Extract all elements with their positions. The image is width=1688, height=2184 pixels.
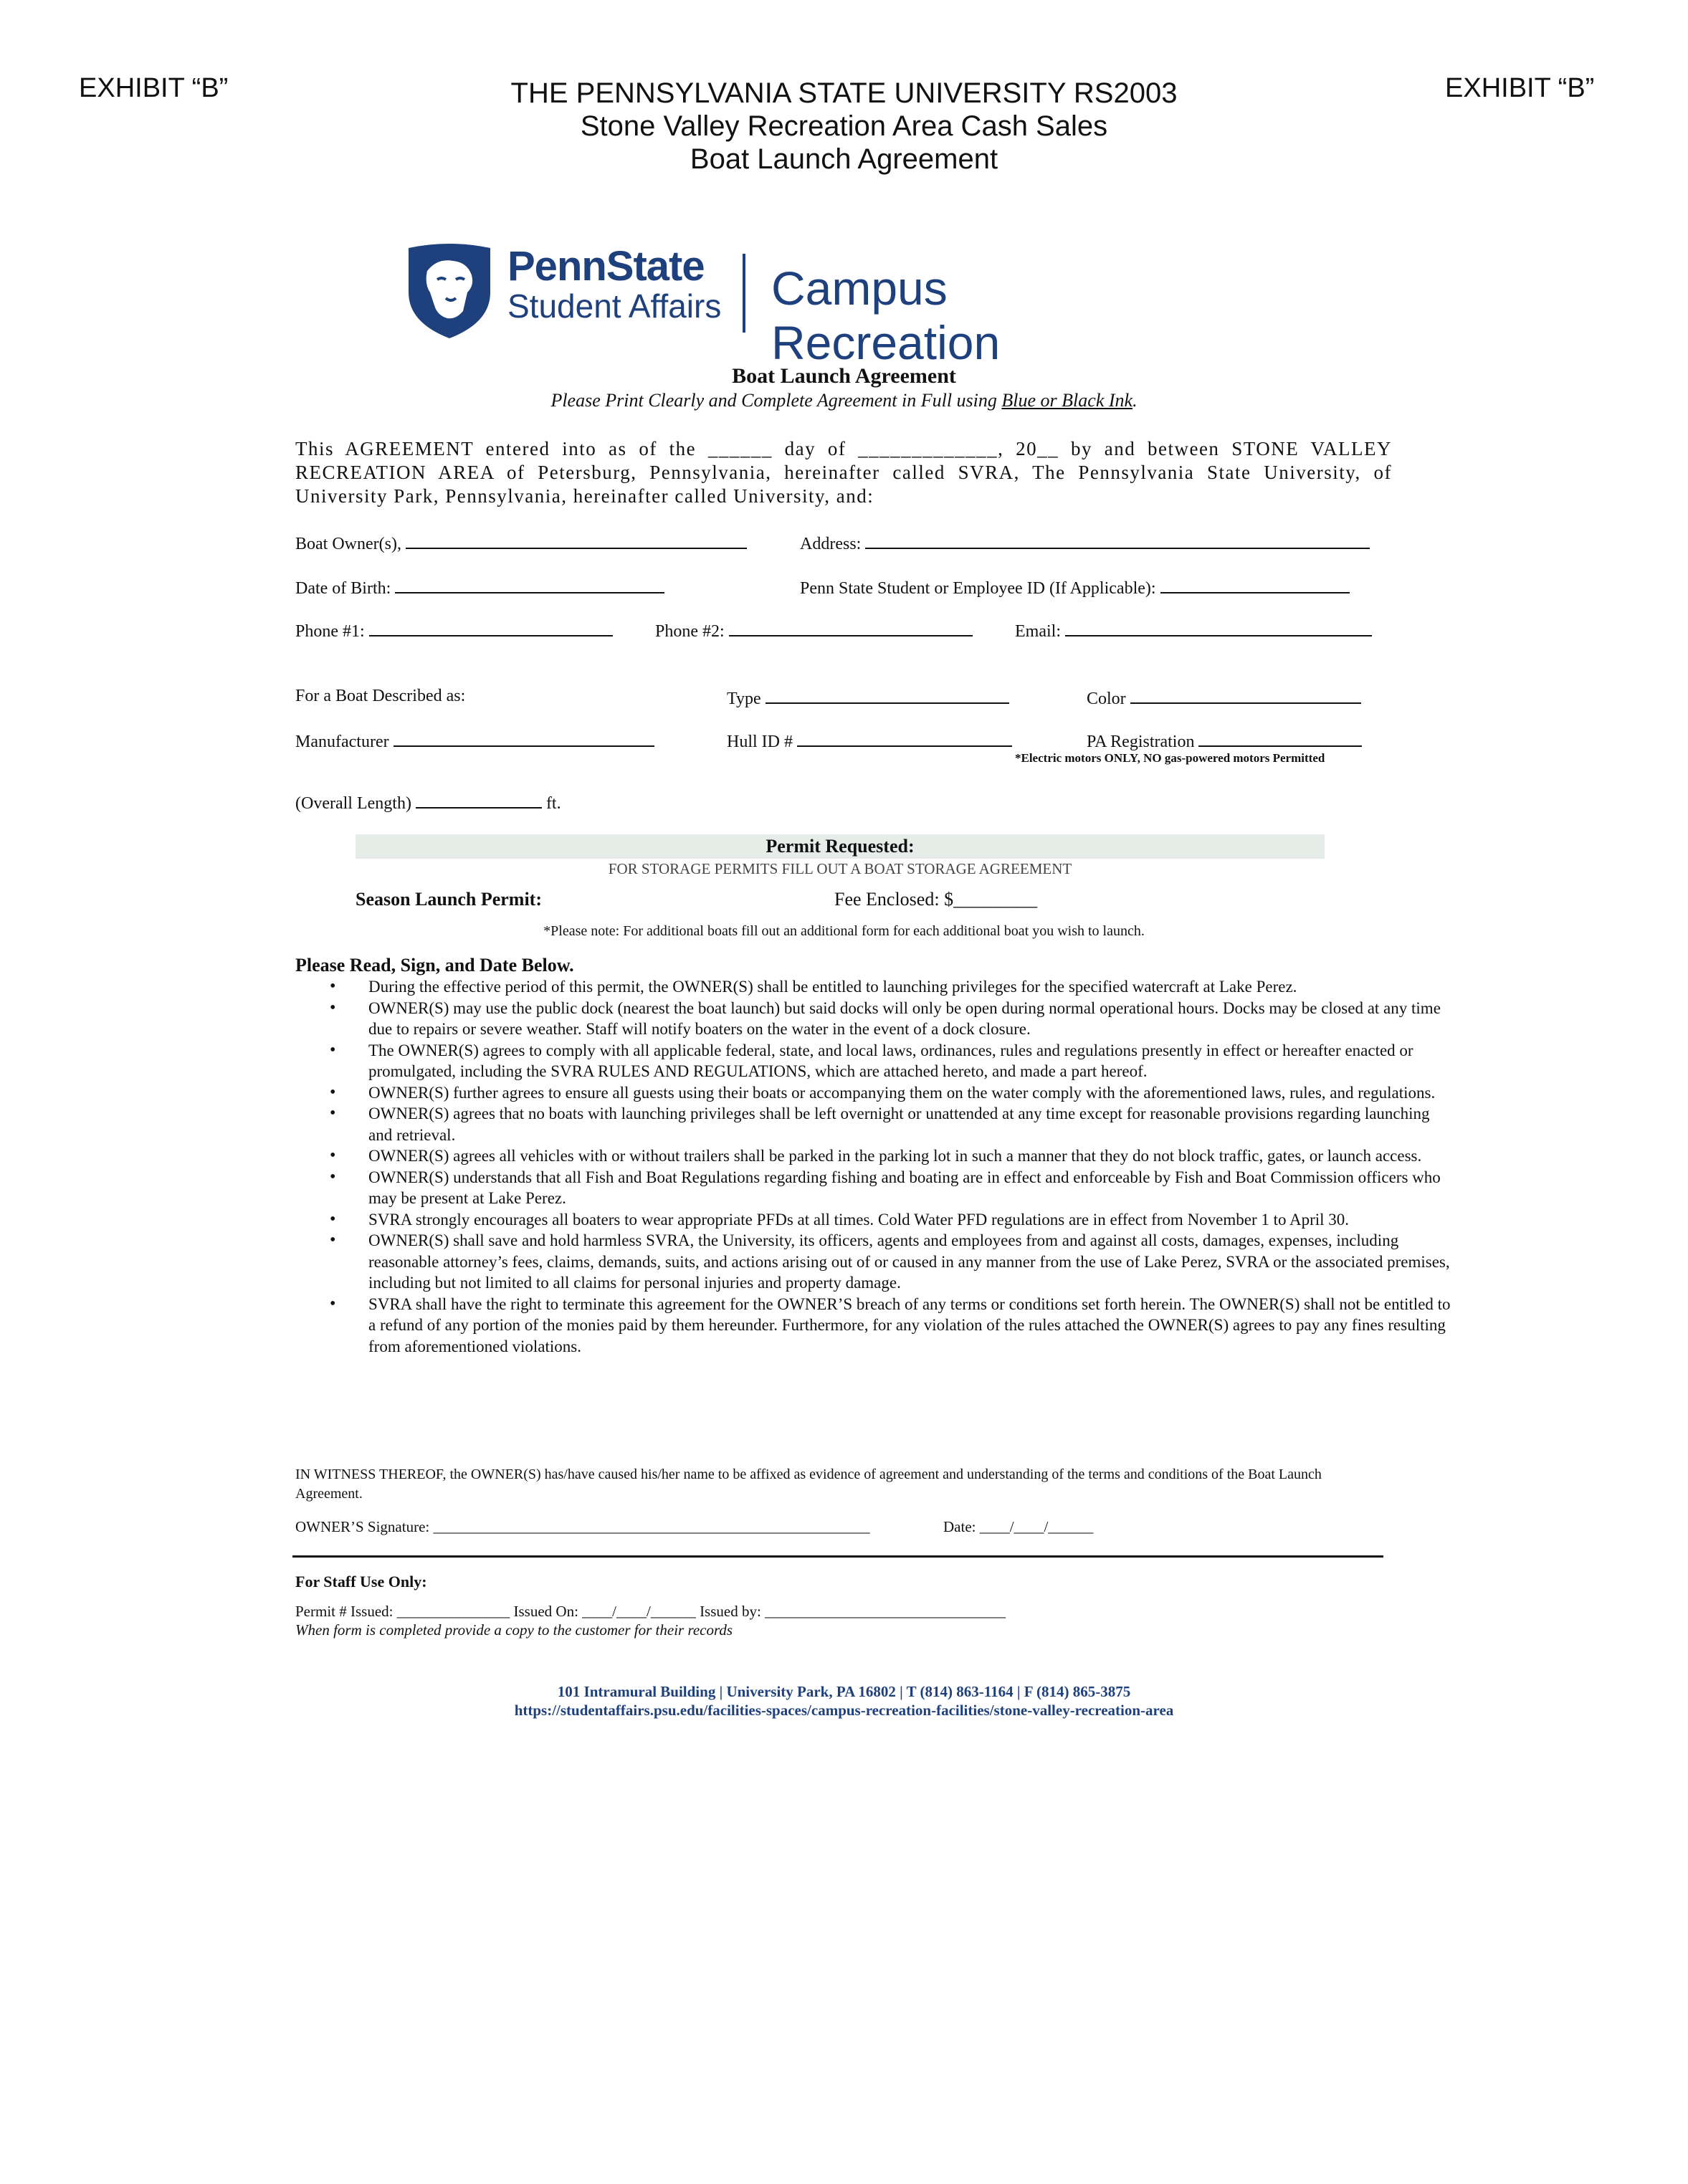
- department-name: Campus Recreation: [771, 262, 1001, 369]
- form-title: Boat Launch Agreement: [732, 364, 956, 388]
- color-label: Color: [1087, 690, 1126, 708]
- terms-item: • OWNER(S) shall save and hold harmless SVRA, the University, its officers, agents and employees from and against all costs, damages, expenses, including reasonable attorney’s fees, claims, demands, suits, and actions arising out of or caused in any manner from the use of Lake Perez, SVRA or the associated premises, including but not limited to all claims for personal injuries and property damage.: [330, 1231, 1450, 1292]
- phone2-field[interactable]: [655, 619, 973, 642]
- staff-copy-note: When form is completed provide a copy to the customer for their records: [295, 1621, 733, 1639]
- logo-divider: [743, 254, 745, 333]
- phone1-label: Phone #1:: [295, 622, 365, 641]
- exhibit-label-right: EXHIBIT “B”: [1445, 73, 1595, 103]
- terms-item: • OWNER(S) may use the public dock (nearest the boat launch) but said docks will only be open during normal operational hours. Docks may be closed at any time due to repairs or severe weather. Staff will notify boaters on the water in the event of a dock closure.: [330, 998, 1441, 1038]
- address-field[interactable]: [800, 532, 1370, 554]
- terms-heading: Please Read, Sign, and Date Below.: [295, 955, 574, 976]
- terms-item: • During the effective period of this permit, the OWNER(S) shall be entitled to launching privileges for the specified watercraft at Lake Perez.: [368, 976, 1451, 998]
- terms-item: • SVRA strongly encourages all boaters to wear appropriate PFDs at all times. Cold Water PFD regulations are in effect from November 1 to April 30.: [368, 1209, 1451, 1231]
- color-line[interactable]: [1130, 687, 1361, 704]
- dob-line[interactable]: [395, 576, 664, 593]
- psu-id-field[interactable]: [800, 576, 1350, 599]
- psu-id-label: Penn State Student or Employee ID (If Applicable):: [800, 579, 1156, 598]
- header-university: THE PENNSYLVANIA STATE UNIVERSITY RS2003: [510, 77, 1178, 109]
- address-line[interactable]: [865, 532, 1370, 549]
- staff-use-heading: For Staff Use Only:: [295, 1573, 427, 1591]
- terms-item: • The OWNER(S) agrees to comply with all applicable federal, state, and local laws, ordinances, rules and regulations presently in effect or hereafter enacted or promulgated, including the SVRA RULES AND REGULATIONS, which are attached hereto, and made a part hereof.: [330, 1040, 1413, 1080]
- form-subtitle: Please Print Clearly and Complete Agreement in Full using Blue or Black Ink.: [550, 390, 1138, 411]
- phone2-line[interactable]: [729, 619, 973, 636]
- email-line[interactable]: [1065, 619, 1372, 636]
- terms-item: • OWNER(S) understands that all Fish and Boat Regulations regarding fishing and boating are in effect and enforceable by Fish and Boat Commission officers who may be present at Lake Perez.: [330, 1167, 1441, 1207]
- overall-length-line[interactable]: [416, 791, 542, 809]
- terms-item: • OWNER(S) further agrees to ensure all guests using their boats or accompanying them on the water comply with the aforementioned laws, rules, and regulations.: [368, 1082, 1451, 1104]
- manufacturer-field[interactable]: [295, 730, 654, 752]
- additional-boats-note: *Please note: For additional boats fill out an additional form for each additional boat you wish to launch.: [543, 923, 1145, 939]
- bullet-icon: •: [330, 1082, 336, 1102]
- bullet-icon: •: [330, 1231, 336, 1249]
- boat-owner-line[interactable]: [406, 532, 747, 549]
- signature-date-line[interactable]: Date: ____/____/______: [943, 1518, 1094, 1535]
- manufacturer-label: Manufacturer: [295, 733, 389, 751]
- email-label: Email:: [1015, 622, 1061, 641]
- header-area: Stone Valley Recreation Area Cash Sales: [580, 110, 1108, 142]
- bullet-icon: •: [330, 1167, 336, 1186]
- type-line[interactable]: [766, 687, 1009, 704]
- bullet-icon: •: [330, 1040, 336, 1059]
- footer-address: 101 Intramural Building | University Park, PA 16802 | T (814) 863-1164 | F (814) 865-3875: [557, 1683, 1131, 1700]
- psu-id-line[interactable]: [1160, 576, 1350, 593]
- permit-title: Permit Requested:: [766, 836, 915, 857]
- bullet-icon: •: [330, 998, 336, 1017]
- bullet-icon: •: [330, 1209, 336, 1229]
- brand-wordmark: PennState: [507, 243, 705, 290]
- nittany-lion-shield-icon: [406, 242, 493, 340]
- dob-field[interactable]: [295, 576, 664, 599]
- season-launch-permit: Season Launch Permit:: [356, 889, 542, 910]
- bullet-icon: •: [330, 977, 336, 996]
- color-field[interactable]: [1087, 687, 1361, 709]
- hull-id-field[interactable]: [727, 730, 1012, 752]
- type-field[interactable]: [727, 687, 1009, 709]
- witness-statement: IN WITNESS THEREOF, the OWNER(S) has/have caused his/her name to be affixed as evidence of agreement and understanding of the terms and conditions of the Boat Launch Agreement.: [295, 1467, 1322, 1502]
- boat-described-label: For a Boat Described as:: [295, 687, 466, 705]
- footer-url[interactable]: https://studentaffairs.psu.edu/facilities-spaces/campus-recreation-facilities/stone-valley-recreation-area: [514, 1702, 1174, 1719]
- address-label: Address:: [800, 535, 862, 553]
- terms-item: • SVRA shall have the right to terminate this agreement for the OWNER’S breach of any terms or conditions set forth herein. The OWNER(S) shall not be entitled to a refund of any portion of the monies paid by them hereunder. Furthermore, for any violation of the rules attached the OWNER(S) agrees to pay any fines resulting from aforementioned violations.: [330, 1294, 1451, 1355]
- email-field[interactable]: [1015, 619, 1372, 642]
- bullet-icon: •: [330, 1294, 336, 1313]
- manufacturer-line[interactable]: [394, 730, 654, 747]
- terms-item: • OWNER(S) agrees all vehicles with or without trailers shall be parked in the parking lot in such a manner that they do not block traffic, gates, or launch access.: [368, 1145, 1451, 1167]
- overall-length-label: (Overall Length): [295, 794, 411, 813]
- dob-label: Date of Birth:: [295, 579, 391, 598]
- overall-length-field[interactable]: [295, 791, 561, 814]
- exhibit-label-left: EXHIBIT “B”: [79, 73, 229, 103]
- pa-registration-field[interactable]: [1087, 730, 1362, 752]
- permit-storage-note: FOR STORAGE PERMITS FILL OUT A BOAT STORAGE AGREEMENT: [608, 860, 1072, 877]
- agreement-intro: This AGREEMENT entered into as of the ______ day of _____________, 20__ by and between STONE VALLEY RECREATION AREA of Petersburg, Pennsylvania, hereinafter called SVRA, The Pennsylvania State University, of University Park, Pennsylvania, hereinafter called University, and:: [295, 438, 1392, 507]
- terms-item: • OWNER(S) agrees that no boats with launching privileges shall be left overnight or unattended at any time except for reasonable provisions regarding launching and retrieval.: [330, 1104, 1430, 1144]
- hull-id-label: Hull ID #: [727, 733, 793, 751]
- header-doc-title: Boat Launch Agreement: [690, 143, 998, 175]
- boat-owner-label: Boat Owner(s),: [295, 535, 401, 553]
- pennstate-logo: [406, 242, 1137, 369]
- fee-enclosed[interactable]: Fee Enclosed: $_________: [834, 889, 1038, 910]
- electric-motor-note: *Electric motors ONLY, NO gas-powered motors Permitted: [1015, 751, 1325, 765]
- terms-list: [295, 976, 1451, 1357]
- phone1-field[interactable]: [295, 619, 613, 642]
- section-divider: [292, 1555, 1383, 1558]
- brand-subtitle: Student Affairs: [507, 287, 722, 325]
- bullet-icon: •: [330, 1146, 336, 1165]
- bullet-icon: •: [330, 1104, 336, 1122]
- type-label: Type: [727, 690, 761, 708]
- pa-registration-label: PA Registration: [1087, 733, 1195, 751]
- pa-registration-line[interactable]: [1198, 730, 1362, 747]
- staff-permit-line[interactable]: Permit # Issued: _______________ Issued On: ____/____/______ Issued by: ________________________________: [295, 1603, 1006, 1620]
- ft-unit-label: ft.: [545, 794, 561, 813]
- hull-id-line[interactable]: [797, 730, 1012, 747]
- phone1-line[interactable]: [369, 619, 613, 636]
- owner-signature-line[interactable]: OWNER’S Signature: __________________________________________________________: [295, 1518, 870, 1535]
- phone2-label: Phone #2:: [655, 622, 725, 641]
- boat-owner-field[interactable]: [295, 532, 747, 554]
